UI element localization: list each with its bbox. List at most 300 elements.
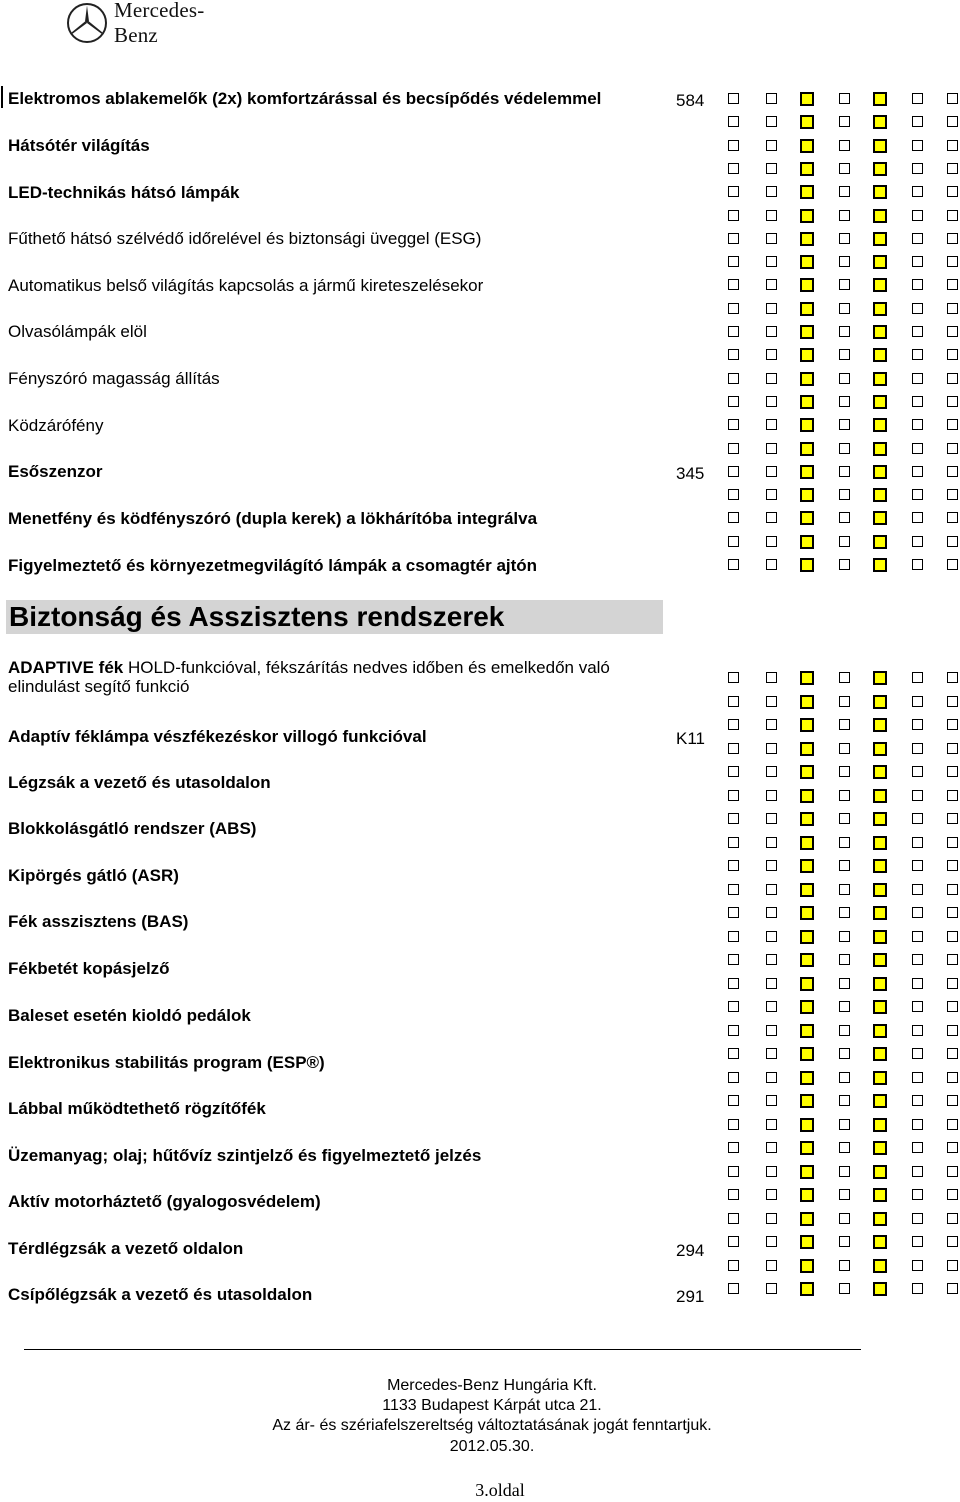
option-checkbox[interactable] [912, 954, 923, 965]
option-checkbox[interactable] [912, 766, 923, 777]
option-checkbox[interactable] [766, 860, 777, 871]
option-checkbox[interactable] [728, 1095, 739, 1106]
option-checkbox[interactable] [873, 162, 887, 176]
option-checkbox[interactable] [728, 396, 739, 407]
option-checkbox[interactable] [800, 1188, 814, 1202]
option-checkbox[interactable] [800, 930, 814, 944]
option-checkbox[interactable] [839, 790, 850, 801]
option-checkbox[interactable] [947, 1283, 958, 1294]
option-checkbox[interactable] [839, 373, 850, 384]
option-checkbox[interactable] [800, 695, 814, 709]
option-checkbox[interactable] [912, 1048, 923, 1059]
option-checkbox[interactable] [766, 489, 777, 500]
option-checkbox[interactable] [873, 906, 887, 920]
option-checkbox[interactable] [873, 395, 887, 409]
option-checkbox[interactable] [839, 1025, 850, 1036]
option-checkbox[interactable] [873, 836, 887, 850]
option-checkbox[interactable] [839, 1260, 850, 1271]
option-checkbox[interactable] [947, 978, 958, 989]
option-checkbox[interactable] [912, 210, 923, 221]
option-checkbox[interactable] [800, 1259, 814, 1273]
option-checkbox[interactable] [912, 1166, 923, 1177]
option-checkbox[interactable] [839, 559, 850, 570]
option-checkbox[interactable] [873, 953, 887, 967]
option-checkbox[interactable] [873, 488, 887, 502]
option-checkbox[interactable] [947, 559, 958, 570]
option-checkbox[interactable] [947, 140, 958, 151]
option-checkbox[interactable] [873, 1000, 887, 1014]
option-checkbox[interactable] [947, 790, 958, 801]
option-checkbox[interactable] [839, 743, 850, 754]
option-checkbox[interactable] [766, 349, 777, 360]
option-checkbox[interactable] [873, 1259, 887, 1273]
option-checkbox[interactable] [947, 419, 958, 430]
option-checkbox[interactable] [912, 163, 923, 174]
option-checkbox[interactable] [728, 743, 739, 754]
option-checkbox[interactable] [839, 860, 850, 871]
option-checkbox[interactable] [800, 1024, 814, 1038]
option-checkbox[interactable] [839, 326, 850, 337]
option-checkbox[interactable] [839, 1189, 850, 1200]
option-checkbox[interactable] [766, 163, 777, 174]
option-checkbox[interactable] [766, 233, 777, 244]
option-checkbox[interactable] [912, 1189, 923, 1200]
option-checkbox[interactable] [947, 1072, 958, 1083]
option-checkbox[interactable] [800, 1235, 814, 1249]
option-checkbox[interactable] [912, 1025, 923, 1036]
option-checkbox[interactable] [800, 558, 814, 572]
option-checkbox[interactable] [947, 1095, 958, 1106]
option-checkbox[interactable] [873, 442, 887, 456]
option-checkbox[interactable] [873, 695, 887, 709]
option-checkbox[interactable] [912, 256, 923, 267]
option-checkbox[interactable] [873, 185, 887, 199]
option-checkbox[interactable] [947, 931, 958, 942]
option-checkbox[interactable] [947, 1142, 958, 1153]
option-checkbox[interactable] [912, 93, 923, 104]
option-checkbox[interactable] [800, 718, 814, 732]
option-checkbox[interactable] [873, 1212, 887, 1226]
option-checkbox[interactable] [947, 373, 958, 384]
option-checkbox[interactable] [912, 1236, 923, 1247]
option-checkbox[interactable] [839, 1283, 850, 1294]
option-checkbox[interactable] [766, 1048, 777, 1059]
option-checkbox[interactable] [766, 1213, 777, 1224]
option-checkbox[interactable] [728, 719, 739, 730]
option-checkbox[interactable] [839, 279, 850, 290]
option-checkbox[interactable] [839, 536, 850, 547]
option-checkbox[interactable] [800, 278, 814, 292]
option-checkbox[interactable] [728, 931, 739, 942]
option-checkbox[interactable] [800, 139, 814, 153]
option-checkbox[interactable] [912, 1260, 923, 1271]
option-checkbox[interactable] [947, 1236, 958, 1247]
option-checkbox[interactable] [873, 1118, 887, 1132]
option-checkbox[interactable] [947, 766, 958, 777]
option-checkbox[interactable] [839, 163, 850, 174]
option-checkbox[interactable] [766, 672, 777, 683]
option-checkbox[interactable] [912, 790, 923, 801]
option-checkbox[interactable] [839, 116, 850, 127]
option-checkbox[interactable] [947, 1025, 958, 1036]
option-checkbox[interactable] [873, 325, 887, 339]
option-checkbox[interactable] [728, 93, 739, 104]
option-checkbox[interactable] [800, 1047, 814, 1061]
option-checkbox[interactable] [800, 859, 814, 873]
option-checkbox[interactable] [839, 186, 850, 197]
option-checkbox[interactable] [839, 396, 850, 407]
option-checkbox[interactable] [800, 812, 814, 826]
option-checkbox[interactable] [728, 1119, 739, 1130]
option-checkbox[interactable] [873, 348, 887, 362]
option-checkbox[interactable] [912, 396, 923, 407]
option-checkbox[interactable] [947, 93, 958, 104]
option-checkbox[interactable] [800, 836, 814, 850]
option-checkbox[interactable] [839, 1072, 850, 1083]
option-checkbox[interactable] [839, 837, 850, 848]
option-checkbox[interactable] [873, 883, 887, 897]
option-checkbox[interactable] [728, 373, 739, 384]
option-checkbox[interactable] [728, 466, 739, 477]
option-checkbox[interactable] [839, 672, 850, 683]
option-checkbox[interactable] [912, 466, 923, 477]
option-checkbox[interactable] [947, 186, 958, 197]
option-checkbox[interactable] [947, 860, 958, 871]
option-checkbox[interactable] [766, 326, 777, 337]
option-checkbox[interactable] [839, 489, 850, 500]
option-checkbox[interactable] [839, 1213, 850, 1224]
option-checkbox[interactable] [728, 186, 739, 197]
option-checkbox[interactable] [766, 813, 777, 824]
option-checkbox[interactable] [839, 93, 850, 104]
option-checkbox[interactable] [766, 1025, 777, 1036]
option-checkbox[interactable] [728, 256, 739, 267]
option-checkbox[interactable] [912, 1142, 923, 1153]
option-checkbox[interactable] [839, 978, 850, 989]
option-checkbox[interactable] [766, 186, 777, 197]
option-checkbox[interactable] [839, 1166, 850, 1177]
option-checkbox[interactable] [800, 418, 814, 432]
option-checkbox[interactable] [728, 672, 739, 683]
option-checkbox[interactable] [728, 1236, 739, 1247]
option-checkbox[interactable] [839, 419, 850, 430]
option-checkbox[interactable] [766, 1072, 777, 1083]
option-checkbox[interactable] [766, 210, 777, 221]
option-checkbox[interactable] [800, 511, 814, 525]
option-checkbox[interactable] [947, 536, 958, 547]
option-checkbox[interactable] [912, 419, 923, 430]
option-checkbox[interactable] [728, 954, 739, 965]
option-checkbox[interactable] [839, 1119, 850, 1130]
option-checkbox[interactable] [912, 559, 923, 570]
option-checkbox[interactable] [947, 743, 958, 754]
option-checkbox[interactable] [947, 163, 958, 174]
option-checkbox[interactable] [728, 1260, 739, 1271]
option-checkbox[interactable] [912, 860, 923, 871]
option-checkbox[interactable] [873, 465, 887, 479]
option-checkbox[interactable] [800, 348, 814, 362]
option-checkbox[interactable] [873, 1141, 887, 1155]
option-checkbox[interactable] [728, 303, 739, 314]
option-checkbox[interactable] [728, 536, 739, 547]
option-checkbox[interactable] [912, 512, 923, 523]
option-checkbox[interactable] [728, 489, 739, 500]
option-checkbox[interactable] [947, 116, 958, 127]
option-checkbox[interactable] [728, 790, 739, 801]
option-checkbox[interactable] [839, 512, 850, 523]
option-checkbox[interactable] [728, 1189, 739, 1200]
option-checkbox[interactable] [800, 765, 814, 779]
option-checkbox[interactable] [947, 326, 958, 337]
option-checkbox[interactable] [947, 719, 958, 730]
option-checkbox[interactable] [947, 1048, 958, 1059]
option-checkbox[interactable] [947, 884, 958, 895]
option-checkbox[interactable] [728, 279, 739, 290]
option-checkbox[interactable] [766, 279, 777, 290]
option-checkbox[interactable] [800, 1141, 814, 1155]
option-checkbox[interactable] [839, 256, 850, 267]
option-checkbox[interactable] [766, 1166, 777, 1177]
option-checkbox[interactable] [800, 162, 814, 176]
option-checkbox[interactable] [766, 978, 777, 989]
option-checkbox[interactable] [766, 512, 777, 523]
option-checkbox[interactable] [728, 349, 739, 360]
option-checkbox[interactable] [873, 209, 887, 223]
option-checkbox[interactable] [912, 536, 923, 547]
option-checkbox[interactable] [839, 1142, 850, 1153]
option-checkbox[interactable] [766, 303, 777, 314]
option-checkbox[interactable] [912, 303, 923, 314]
option-checkbox[interactable] [800, 185, 814, 199]
option-checkbox[interactable] [728, 978, 739, 989]
option-checkbox[interactable] [873, 1024, 887, 1038]
option-checkbox[interactable] [728, 233, 739, 244]
option-checkbox[interactable] [873, 977, 887, 991]
option-checkbox[interactable] [800, 1118, 814, 1132]
option-checkbox[interactable] [839, 443, 850, 454]
option-checkbox[interactable] [728, 837, 739, 848]
option-checkbox[interactable] [766, 1095, 777, 1106]
option-checkbox[interactable] [912, 884, 923, 895]
option-checkbox[interactable] [800, 1094, 814, 1108]
option-checkbox[interactable] [912, 1213, 923, 1224]
option-checkbox[interactable] [728, 1072, 739, 1083]
option-checkbox[interactable] [947, 279, 958, 290]
option-checkbox[interactable] [839, 233, 850, 244]
option-checkbox[interactable] [912, 813, 923, 824]
option-checkbox[interactable] [766, 373, 777, 384]
option-checkbox[interactable] [800, 883, 814, 897]
option-checkbox[interactable] [839, 931, 850, 942]
option-checkbox[interactable] [800, 92, 814, 106]
option-checkbox[interactable] [728, 1142, 739, 1153]
option-checkbox[interactable] [912, 489, 923, 500]
option-checkbox[interactable] [800, 742, 814, 756]
option-checkbox[interactable] [947, 954, 958, 965]
option-checkbox[interactable] [873, 535, 887, 549]
option-checkbox[interactable] [839, 140, 850, 151]
option-checkbox[interactable] [947, 696, 958, 707]
option-checkbox[interactable] [839, 766, 850, 777]
option-checkbox[interactable] [800, 325, 814, 339]
option-checkbox[interactable] [873, 1282, 887, 1296]
option-checkbox[interactable] [839, 349, 850, 360]
option-checkbox[interactable] [766, 1236, 777, 1247]
option-checkbox[interactable] [800, 232, 814, 246]
option-checkbox[interactable] [873, 1165, 887, 1179]
option-checkbox[interactable] [800, 115, 814, 129]
option-checkbox[interactable] [947, 512, 958, 523]
option-checkbox[interactable] [766, 559, 777, 570]
option-checkbox[interactable] [947, 443, 958, 454]
option-checkbox[interactable] [800, 1000, 814, 1014]
option-checkbox[interactable] [728, 1001, 739, 1012]
option-checkbox[interactable] [873, 930, 887, 944]
option-checkbox[interactable] [947, 1189, 958, 1200]
option-checkbox[interactable] [800, 372, 814, 386]
option-checkbox[interactable] [728, 116, 739, 127]
option-checkbox[interactable] [947, 672, 958, 683]
option-checkbox[interactable] [912, 140, 923, 151]
option-checkbox[interactable] [728, 163, 739, 174]
option-checkbox[interactable] [912, 907, 923, 918]
option-checkbox[interactable] [912, 978, 923, 989]
option-checkbox[interactable] [800, 906, 814, 920]
option-checkbox[interactable] [839, 466, 850, 477]
option-checkbox[interactable] [947, 396, 958, 407]
option-checkbox[interactable] [912, 326, 923, 337]
option-checkbox[interactable] [766, 719, 777, 730]
option-checkbox[interactable] [800, 302, 814, 316]
option-checkbox[interactable] [766, 1119, 777, 1130]
option-checkbox[interactable] [728, 326, 739, 337]
option-checkbox[interactable] [912, 696, 923, 707]
option-checkbox[interactable] [912, 837, 923, 848]
option-checkbox[interactable] [947, 907, 958, 918]
option-checkbox[interactable] [873, 765, 887, 779]
option-checkbox[interactable] [728, 140, 739, 151]
option-checkbox[interactable] [947, 489, 958, 500]
option-checkbox[interactable] [800, 535, 814, 549]
option-checkbox[interactable] [766, 837, 777, 848]
option-checkbox[interactable] [873, 1235, 887, 1249]
option-checkbox[interactable] [873, 232, 887, 246]
option-checkbox[interactable] [800, 488, 814, 502]
option-checkbox[interactable] [766, 396, 777, 407]
option-checkbox[interactable] [873, 789, 887, 803]
option-checkbox[interactable] [839, 1001, 850, 1012]
option-checkbox[interactable] [800, 1071, 814, 1085]
option-checkbox[interactable] [947, 1119, 958, 1130]
option-checkbox[interactable] [800, 953, 814, 967]
option-checkbox[interactable] [728, 1166, 739, 1177]
option-checkbox[interactable] [839, 696, 850, 707]
option-checkbox[interactable] [912, 373, 923, 384]
option-checkbox[interactable] [766, 931, 777, 942]
option-checkbox[interactable] [873, 511, 887, 525]
option-checkbox[interactable] [839, 813, 850, 824]
option-checkbox[interactable] [800, 209, 814, 223]
option-checkbox[interactable] [800, 671, 814, 685]
option-checkbox[interactable] [766, 466, 777, 477]
option-checkbox[interactable] [873, 742, 887, 756]
option-checkbox[interactable] [873, 372, 887, 386]
option-checkbox[interactable] [873, 718, 887, 732]
option-checkbox[interactable] [873, 255, 887, 269]
option-checkbox[interactable] [912, 116, 923, 127]
option-checkbox[interactable] [766, 116, 777, 127]
option-checkbox[interactable] [766, 1189, 777, 1200]
option-checkbox[interactable] [912, 1001, 923, 1012]
option-checkbox[interactable] [766, 256, 777, 267]
option-checkbox[interactable] [766, 766, 777, 777]
option-checkbox[interactable] [873, 302, 887, 316]
option-checkbox[interactable] [728, 210, 739, 221]
option-checkbox[interactable] [839, 210, 850, 221]
option-checkbox[interactable] [728, 559, 739, 570]
option-checkbox[interactable] [728, 766, 739, 777]
option-checkbox[interactable] [873, 92, 887, 106]
option-checkbox[interactable] [873, 671, 887, 685]
option-checkbox[interactable] [800, 465, 814, 479]
option-checkbox[interactable] [912, 719, 923, 730]
option-checkbox[interactable] [873, 1047, 887, 1061]
option-checkbox[interactable] [766, 93, 777, 104]
option-checkbox[interactable] [728, 907, 739, 918]
option-checkbox[interactable] [912, 443, 923, 454]
option-checkbox[interactable] [912, 1283, 923, 1294]
option-checkbox[interactable] [728, 813, 739, 824]
option-checkbox[interactable] [873, 115, 887, 129]
option-checkbox[interactable] [766, 696, 777, 707]
option-checkbox[interactable] [728, 512, 739, 523]
option-checkbox[interactable] [728, 884, 739, 895]
option-checkbox[interactable] [873, 558, 887, 572]
option-checkbox[interactable] [873, 1071, 887, 1085]
option-checkbox[interactable] [873, 1094, 887, 1108]
option-checkbox[interactable] [766, 1283, 777, 1294]
option-checkbox[interactable] [947, 837, 958, 848]
option-checkbox[interactable] [800, 977, 814, 991]
option-checkbox[interactable] [766, 1260, 777, 1271]
option-checkbox[interactable] [728, 443, 739, 454]
option-checkbox[interactable] [728, 1213, 739, 1224]
option-checkbox[interactable] [912, 1072, 923, 1083]
option-checkbox[interactable] [800, 1165, 814, 1179]
option-checkbox[interactable] [873, 139, 887, 153]
option-checkbox[interactable] [766, 790, 777, 801]
option-checkbox[interactable] [912, 233, 923, 244]
option-checkbox[interactable] [947, 303, 958, 314]
option-checkbox[interactable] [766, 443, 777, 454]
option-checkbox[interactable] [947, 1166, 958, 1177]
option-checkbox[interactable] [728, 1283, 739, 1294]
option-checkbox[interactable] [839, 1048, 850, 1059]
option-checkbox[interactable] [800, 1212, 814, 1226]
option-checkbox[interactable] [947, 813, 958, 824]
option-checkbox[interactable] [839, 907, 850, 918]
option-checkbox[interactable] [800, 789, 814, 803]
option-checkbox[interactable] [873, 278, 887, 292]
option-checkbox[interactable] [839, 1236, 850, 1247]
option-checkbox[interactable] [839, 1095, 850, 1106]
option-checkbox[interactable] [766, 1142, 777, 1153]
option-checkbox[interactable] [766, 140, 777, 151]
option-checkbox[interactable] [947, 1001, 958, 1012]
option-checkbox[interactable] [947, 1260, 958, 1271]
option-checkbox[interactable] [766, 419, 777, 430]
option-checkbox[interactable] [947, 210, 958, 221]
